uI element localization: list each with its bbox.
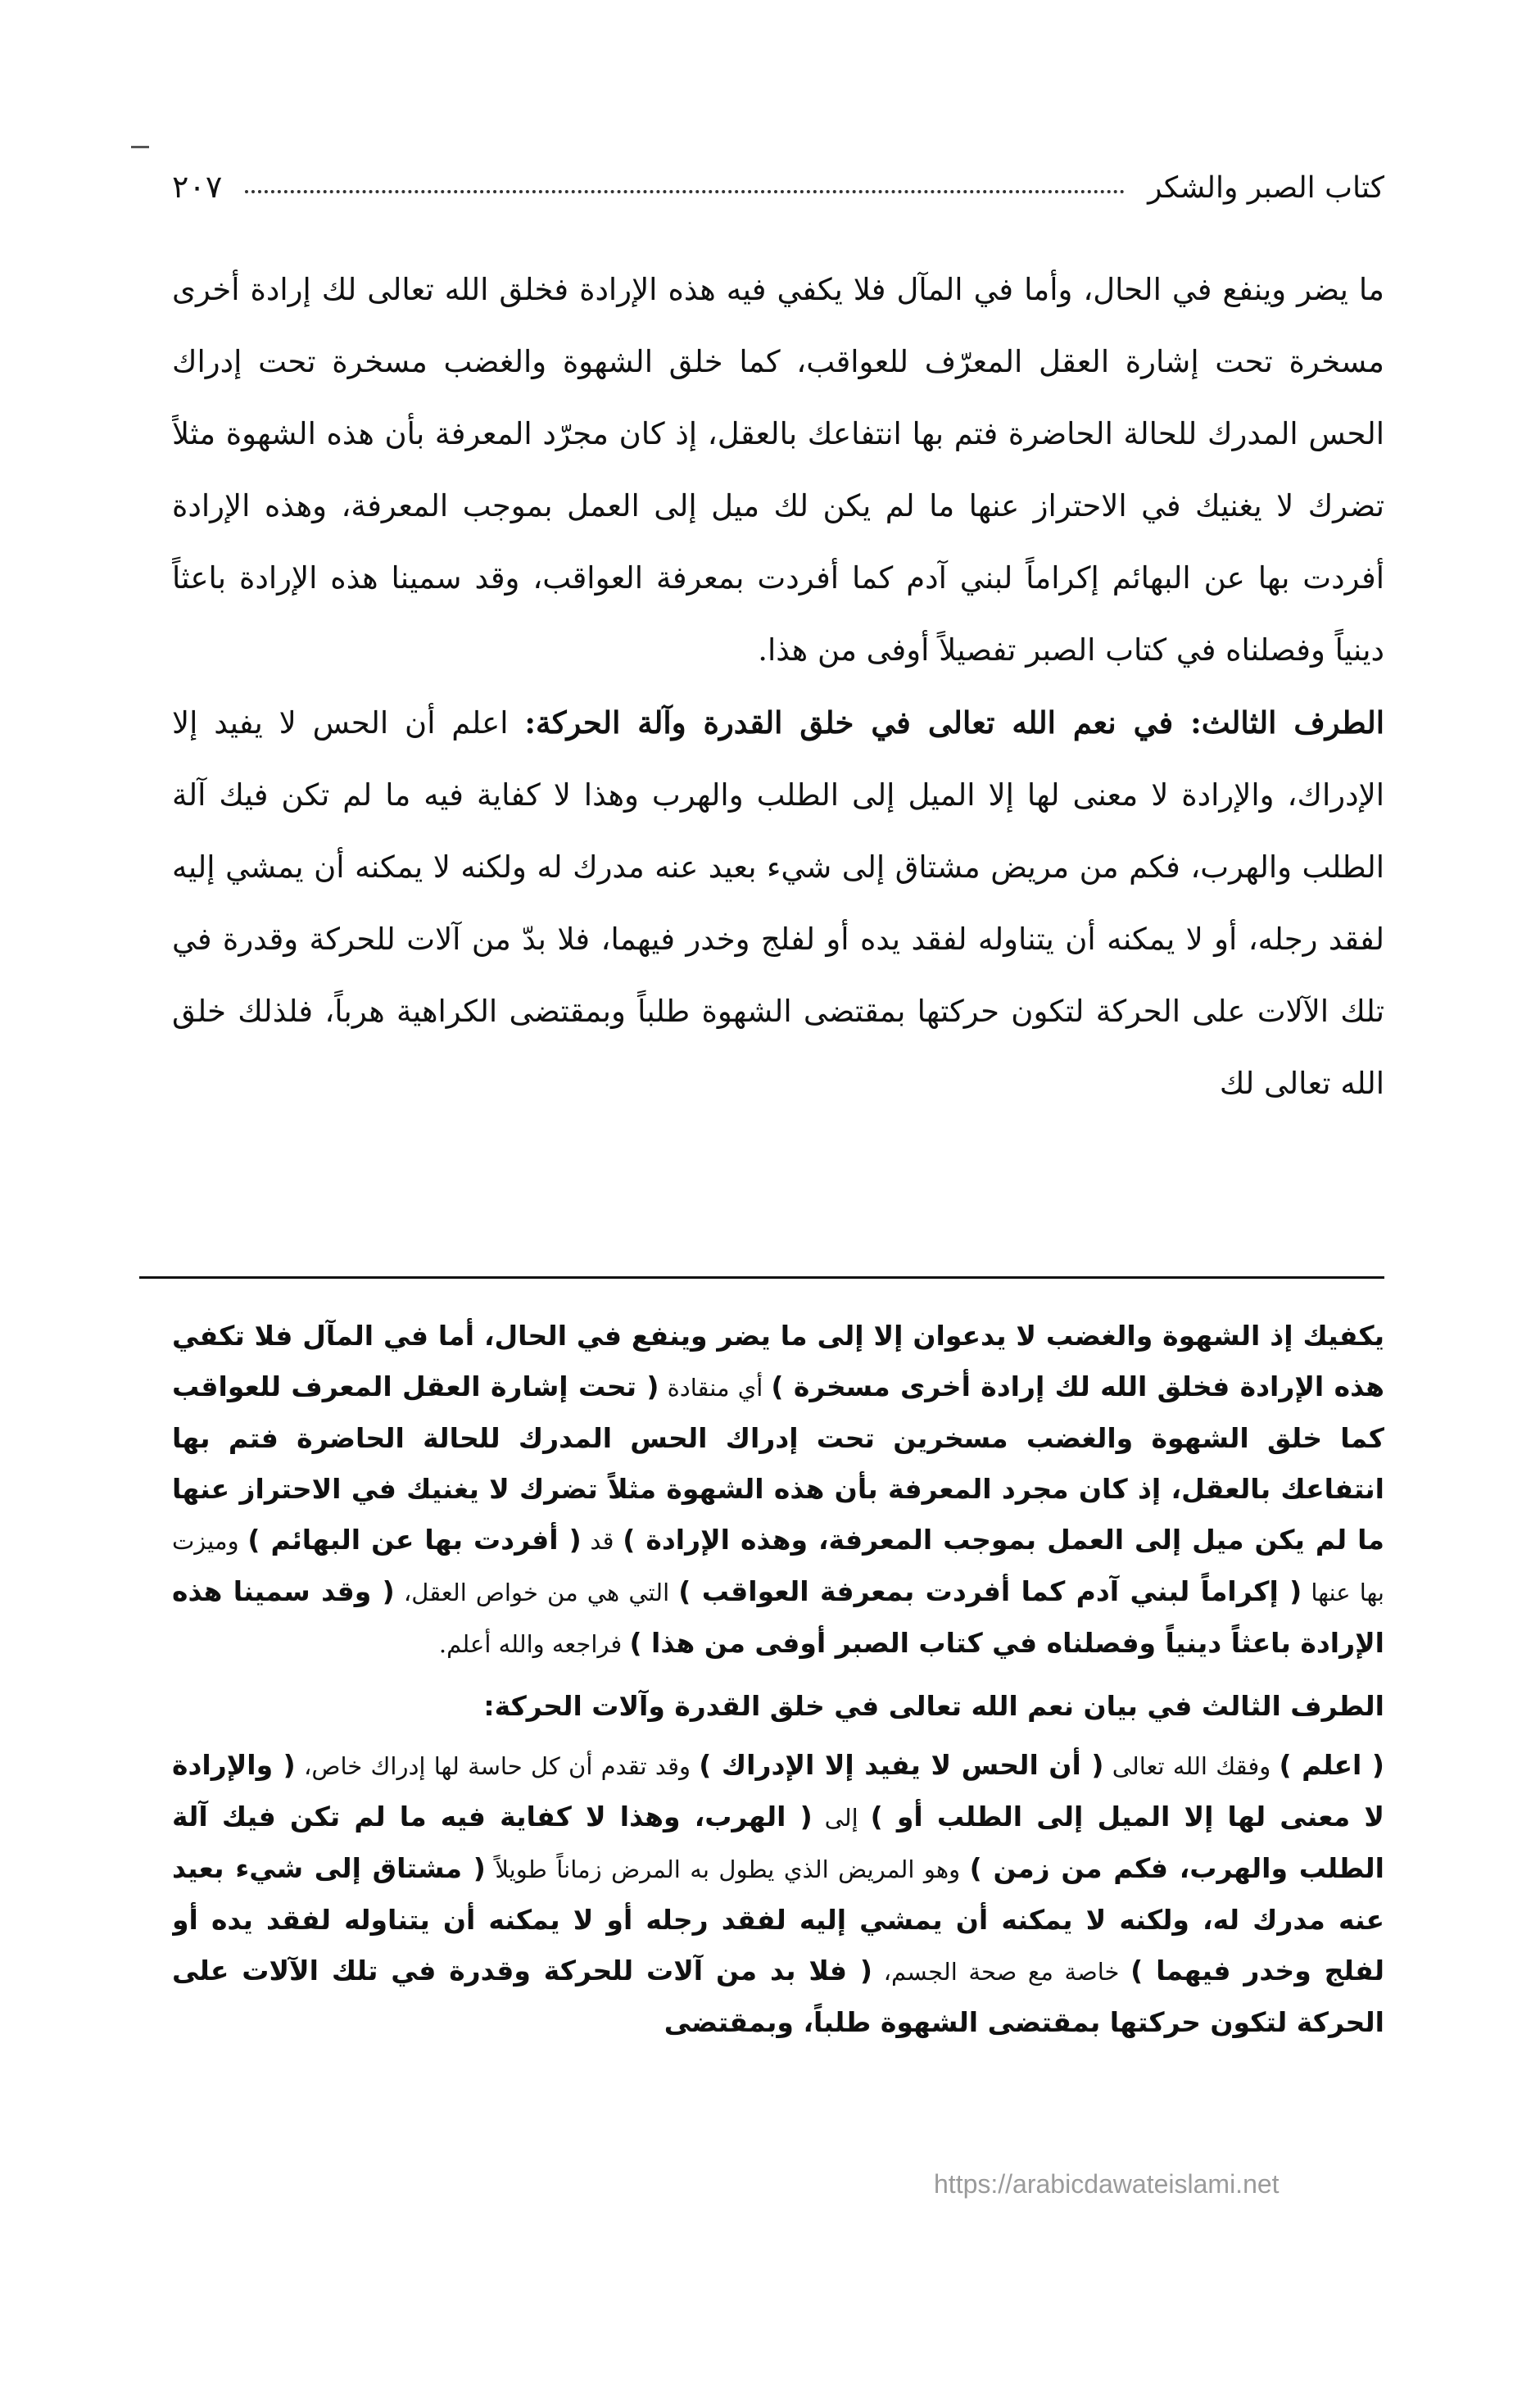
commentary-text: فراجعه والله أعلم. bbox=[438, 1630, 630, 1658]
commentary-paragraph-2 bbox=[172, 1740, 1384, 2048]
commentary-text: إلى bbox=[812, 1804, 871, 1832]
quoted-matn: ( إكراماً لبني آدم كما أفردت بمعرفة العواقب ) bbox=[678, 1575, 1302, 1607]
main-text bbox=[172, 254, 1384, 1262]
commentary-text: وفقك الله تعالى bbox=[1103, 1752, 1280, 1780]
commentary-text: أي منقادة bbox=[659, 1374, 772, 1402]
main-paragraph-1: ما يضر وينفع في الحال، وأما في المآل فلا يكفي فيه هذه الإرادة فخلق الله تعالى لك إرادة أخرى مسخرة تحت إشارة العقل المعرّف للعواقب، كما خلق الشهوة والغضب مسخرة تحت إدراك الحس المدرك للحالة الحاضرة فتم بها انتفاعك بالعقل، إذ كان مجرّد المعرفة بأن هذه الشهوة مثلاً تضرك لا يغنيك في الاحتراز عنها ما لم يكن لك ميل إلى العمل بموجب المعرفة، وهذه الإرادة أفردت بها عن البهائم إكراماً لبني آدم كما أفردت بمعرفة العواقب، وقد سمينا هذه الإرادة باعثاً دينياً وفصلناه في كتاب الصبر تفصيلاً أوفى من هذا. bbox=[172, 272, 1384, 668]
commentary-heading: الطرف الثالث في بيان نعم الله تعالى في خلق القدرة وآلات الحركة: bbox=[483, 1690, 1384, 1722]
quoted-matn: ( أفردت بها عن البهائم ) bbox=[247, 1524, 582, 1556]
section-heading: الطرف الثالث: في نعم الله تعالى في خلق القدرة وآلة الحركة: bbox=[524, 704, 1384, 741]
quoted-matn: ( تحت إشارة العقل المعرف للعواقب كما خلق الشهوة والغضب مسخرين تحت إدراك الحس المدرك للحالة الحاضرة فتم بها انتفاعك بالعقل، إذ كان مجرد المعرفة بأن هذه الشهوة مثلاً تضرك لا يغنيك في الاحتراز عنها ما لم يكن ميل إلى العمل بموجب المعرفة، وهذه الإرادة ) bbox=[172, 1370, 1384, 1556]
header-title: كتاب الصبر والشكر bbox=[1148, 171, 1384, 205]
watermark-url: https://arabicdawateislami.net bbox=[934, 2169, 1280, 2199]
quoted-matn: ( فلا بد من آلات للحركة وقدرة في تلك الآلات على الحركة لتكون حركتها بمقتضى الشهوة طلباً، وبمقتضى bbox=[172, 1955, 1384, 2038]
commentary-paragraph-1 bbox=[172, 1311, 1384, 1669]
commentary-text: وقد تقدم أن كل حاسة لها إدراك خاص، bbox=[295, 1752, 700, 1780]
main-paragraph-2 bbox=[172, 686, 1384, 1120]
page-number: ٢٠٧ bbox=[172, 169, 223, 205]
quoted-matn: يكفيك إذ الشهوة والغضب لا يدعوان إلا إلى ما يضر وينفع في الحال، أما في المآل فلا تكفي هذه الإرادة فخلق الله لك إرادة أخرى مسخرة ) bbox=[172, 1320, 1384, 1402]
commentary-text: التي هي من خواص العقل، bbox=[394, 1579, 679, 1606]
commentary-text: خاصة مع صحة الجسم، bbox=[872, 1958, 1131, 1986]
quoted-matn: ( مشتاق إلى شيء بعيد عنه مدرك له، ولكنه لا يمكنه أن يمشي إليه لفقد رجله أو لا يمكنه أن يتناوله لفقد يده أو لفلج وخدر فيهما ) bbox=[172, 1852, 1384, 1987]
running-header bbox=[172, 156, 1384, 205]
quoted-matn: ( وقد سمينا هذه الإرادة باعثاً دينياً وفصلناه في كتاب الصبر أوفى من هذا ) bbox=[172, 1575, 1384, 1659]
quoted-matn: ( الهرب، وهذا لا كفاية فيه ما لم تكن فيك آلة الطلب والهرب، فكم من زمن ) bbox=[172, 1801, 1384, 1884]
quoted-matn: ( أن الحس لا يفيد إلا الإدراك ) bbox=[699, 1749, 1104, 1781]
commentary-text: قد bbox=[581, 1527, 623, 1555]
footnote-separator bbox=[139, 1276, 1384, 1279]
main-paragraph-2-text: اعلم أن الحس لا يفيد إلا الإدراك، والإرادة لا معنى لها إلا الميل إلى الطلب والهرب وهذا لا كفاية فيه ما لم تكن فيك آلة الطلب والهرب، فكم من مريض مشتاق إلى شيء بعيد عنه مدرك له ولكنه لا يمكنه أن يمشي إليه لفقد رجله، أو لا يمكنه أن يتناوله لفقد يده أو لفلج وخدر فيهما، فلا بدّ من آلات للحركة وقدرة في تلك الآلات على الحركة لتكون حركتها بمقتضى الشهوة طلباً وبمقتضى الكراهية هرباً، فلذلك خلق الله تعالى لك bbox=[172, 705, 1384, 1101]
quoted-matn: ( والإرادة لا معنى لها إلا الميل إلى الطلب أو ) bbox=[172, 1749, 1384, 1833]
book-page bbox=[172, 131, 1384, 2343]
commentary-text: وميزت بها عنها bbox=[172, 1527, 1384, 1606]
dotted-leader bbox=[245, 190, 1125, 193]
corner-mark bbox=[131, 146, 149, 148]
quoted-matn: ( اعلم ) bbox=[1279, 1749, 1384, 1781]
commentary-text: وهو المريض الذي يطول به المرض زماناً طويلاً bbox=[485, 1855, 970, 1883]
commentary bbox=[172, 1311, 1384, 2277]
